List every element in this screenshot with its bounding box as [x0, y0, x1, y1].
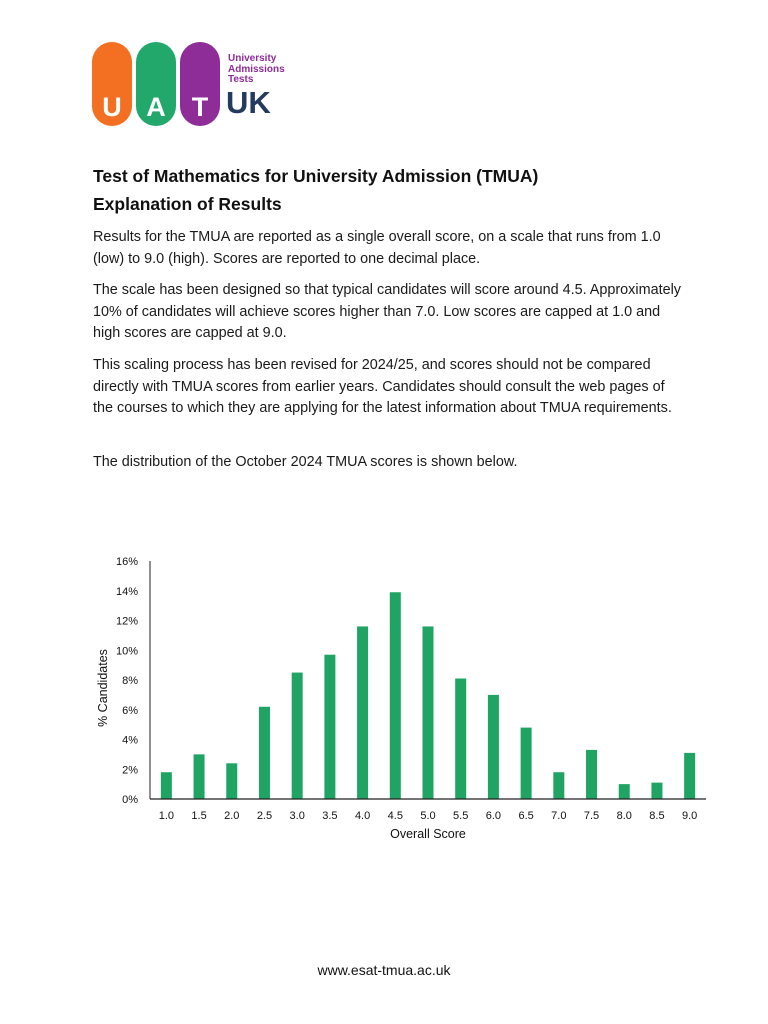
title-line-2: Explanation of Results [93, 194, 282, 214]
x-tick-label: 2.5 [256, 810, 273, 822]
x-tick-label: 8.0 [616, 810, 632, 822]
x-tick-label: 5.0 [420, 810, 436, 822]
document-title [93, 162, 693, 218]
bar-1.0 [161, 772, 172, 799]
y-tick-label: 12% [115, 615, 138, 628]
y-tick-label: 10% [115, 645, 138, 658]
y-tick-label: 16% [115, 556, 138, 568]
footer-url[interactable]: www.esat-tmua.ac.uk [317, 962, 451, 978]
logo-letter-t: T [191, 92, 209, 122]
bar-4.0 [357, 626, 368, 799]
x-tick-label: 8.5 [649, 810, 665, 822]
uat-uk-logo [92, 42, 302, 128]
bar-6.0 [488, 695, 499, 799]
x-tick-label: 1.0 [158, 810, 175, 822]
title-line-1: Test of Mathematics for University Admission (TMUA) [93, 166, 539, 186]
logo-tagline-line: University [228, 53, 277, 64]
logo-tagline-line: Admissions [228, 63, 285, 75]
bar-2.5 [259, 707, 270, 799]
bar-1.5 [194, 754, 205, 799]
x-tick-label: 6.0 [485, 810, 502, 822]
logo-pill-t [180, 42, 220, 126]
x-tick-label: 3.0 [289, 810, 305, 822]
x-tick-label: 6.5 [518, 810, 534, 822]
bar-8.5 [651, 783, 662, 799]
y-axis-label: % Candidates [96, 649, 110, 727]
y-tick-label: 0% [122, 794, 138, 806]
y-tick-label: 4% [122, 734, 138, 747]
paragraph-distribution-intro: The distribution of the October 2024 TMUA scores is shown below. [93, 454, 518, 470]
bar-8.0 [619, 784, 630, 799]
bar-7.5 [586, 750, 597, 799]
logo-uk-text: UK [226, 85, 271, 120]
x-tick-label: 2.0 [224, 810, 240, 822]
bar-4.5 [390, 592, 401, 799]
x-tick-label: 5.5 [453, 810, 469, 822]
bar-7.0 [553, 772, 564, 799]
y-tick-label: 14% [115, 585, 138, 598]
y-tick-label: 2% [122, 764, 138, 777]
x-tick-label: 9.0 [681, 810, 698, 822]
logo-letter-a: A [146, 92, 166, 122]
x-axis-label: Overall Score [390, 827, 466, 841]
x-tick-label: 7.0 [551, 810, 567, 822]
x-tick-label: 4.5 [387, 810, 403, 822]
bar-6.5 [521, 728, 532, 799]
bar-5.0 [423, 626, 434, 799]
logo-letter-u: U [102, 92, 122, 122]
y-tick-label: 6% [122, 704, 138, 717]
logo-tagline [228, 54, 285, 86]
bar-9.0 [684, 753, 695, 799]
paragraph-typical-score: The scale has been designed so that typical candidates will score around 4.5. Approximately 10% of candidates will achieve scores higher than 7.0. Low scores are capped at 1.0 and high scores are capped at 9.0. [93, 282, 681, 342]
score-distribution-chart [0, 540, 768, 850]
x-tick-label: 7.5 [583, 810, 600, 822]
paragraph-scale: Results for the TMUA are reported as a single overall score, on a scale that runs from 1.0 (low) to 9.0 (high). Scores are reported to one decimal place. [93, 229, 661, 267]
y-tick-label: 8% [122, 675, 138, 687]
x-tick-label: 3.5 [322, 810, 338, 822]
bar-3.0 [292, 673, 303, 799]
logo-pill-a [136, 42, 176, 126]
paragraph-revision-note: This scaling process has been revised for 2024/25, and scores should not be compared directly with TMUA scores from earlier years. Candidates should consult the web pages of the courses to which they are applying for the latest information about TMUA requirements. [93, 357, 672, 417]
bar-3.5 [324, 655, 335, 799]
bar-2.0 [226, 763, 237, 799]
bar-5.5 [455, 679, 466, 799]
logo-tagline-line: Tests [228, 74, 254, 85]
x-tick-label: 1.5 [191, 810, 207, 822]
logo-pill-u [92, 42, 132, 126]
x-tick-label: 4.0 [354, 810, 371, 822]
